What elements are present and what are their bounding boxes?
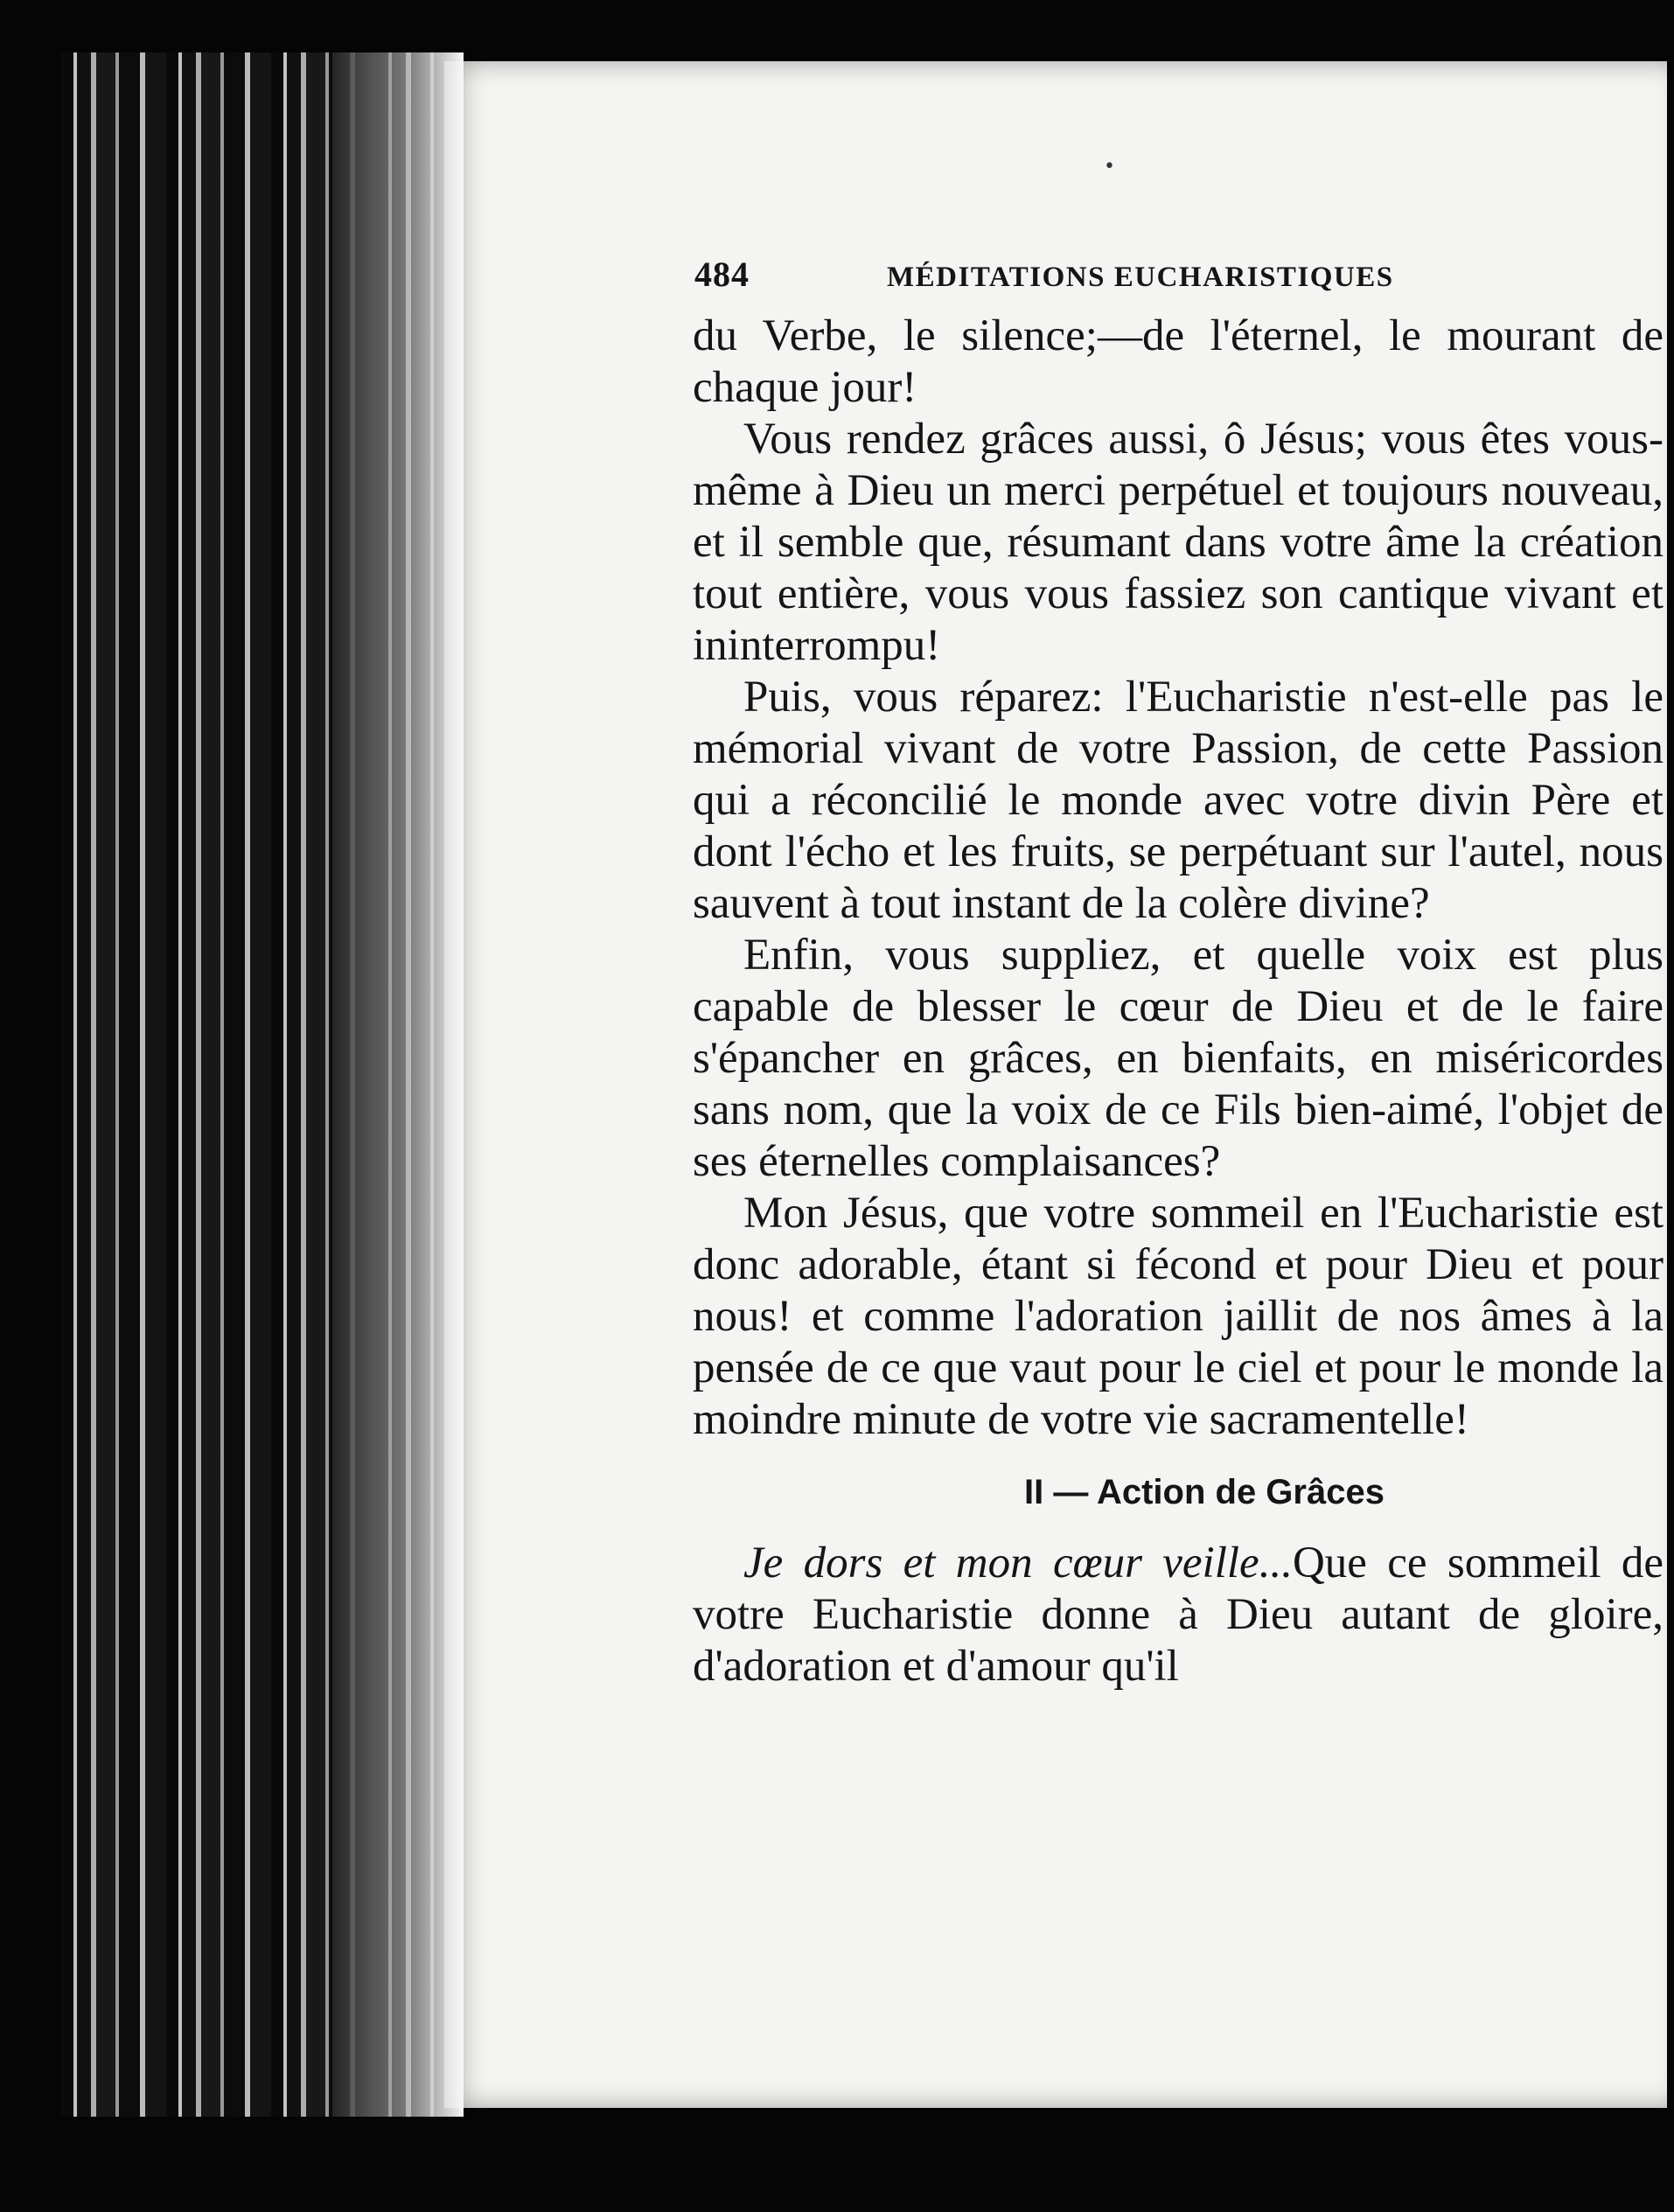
paragraph: Mon Jésus, que votre sommeil en l'Eucharistie est donc adorable, étant si fécond et pour Dieu et pour nous! et comme l'adoration jaillit de nos âmes à la pensée de ce que vaut pour le ciel et pour le monde la moindre minute de votre vie sacramentelle! <box>693 1189 1664 1444</box>
section-heading: II — Action de Grâces <box>1024 1473 1385 1511</box>
running-head <box>694 254 1664 295</box>
page-gutter-shadow <box>332 52 464 2117</box>
paragraph <box>693 1538 1664 1692</box>
body-text <box>693 311 1664 1692</box>
text-block <box>693 254 1664 1692</box>
paragraph: Vous rendez grâces aussi, ô Jésus; vous êtes vous-même à Dieu un merci perpétuel et toujours nouveau, et il semble que, résumant dans votre âme la création tout entière, vous vous fassiez son cantique vivant et ininterrompu! <box>693 415 1664 670</box>
paragraph-continuation: Que ce sommeil de votre Eucharistie donne à Dieu autant de gloire, d'adoration et d'amour qu'il <box>693 1539 1664 1691</box>
paragraph: du Verbe, le silence;—de l'éternel, le mourant de chaque jour! <box>693 311 1664 412</box>
running-head-title: MÉDITATIONS EUCHARISTIQUES <box>887 262 1394 293</box>
italic-quote: Je dors et mon cœur veille... <box>743 1539 1293 1587</box>
ink-speck: • <box>1104 156 1115 178</box>
paragraph: Puis, vous réparez: l'Eucharistie n'est-elle pas le mémorial vivant de votre Passion, de cette Passion qui a réconcilié le monde avec votre divin Père et dont l'écho et les fruits, se perpétuant sur l'autel, nous sauvent à tout instant de la colère divine? <box>693 673 1664 928</box>
page-number: 484 <box>694 255 750 294</box>
paragraph: Enfin, vous suppliez, et quelle voix est plus capable de blesser le cœur de Dieu et de le faire s'épancher en grâces, en bienfaits, en miséricordes sans nom, que la voix de ce Fils bien-aimé, l'objet de ses éternelles complaisances? <box>693 931 1664 1186</box>
